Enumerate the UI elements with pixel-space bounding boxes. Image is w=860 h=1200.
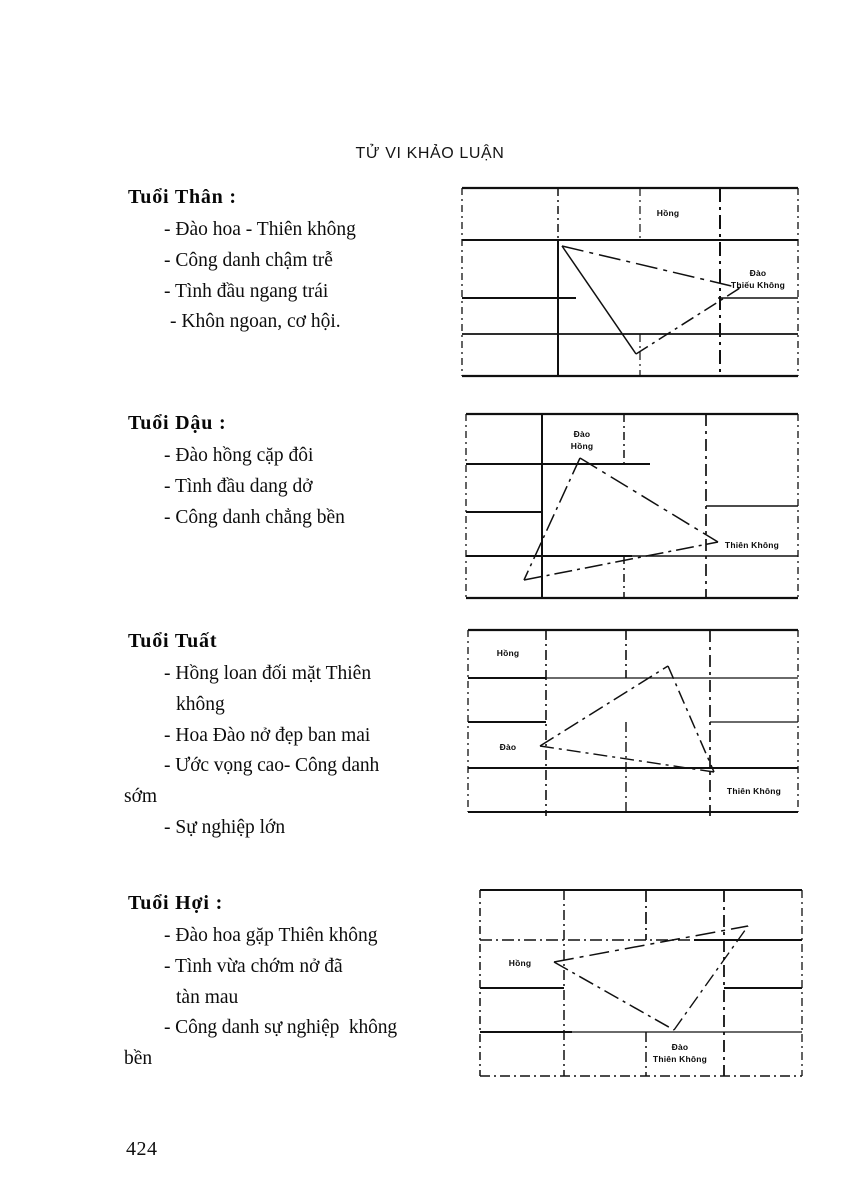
astrology-chart-tuat xyxy=(464,626,802,816)
list-item: - Tình đầu dang dở xyxy=(164,475,313,497)
list-item-continuation: không xyxy=(176,693,225,715)
section-heading-than: Tuổi Thân : xyxy=(128,186,237,208)
chart-dau-svg xyxy=(462,408,802,604)
section-hoi xyxy=(0,892,400,1075)
hong-label: Hồng xyxy=(508,958,532,968)
section-heading-tuat: Tuổi Tuất xyxy=(128,630,218,652)
list-item-continuation: sớm xyxy=(124,786,158,808)
list-item: - Ước vọng cao- Công danh xyxy=(164,755,380,777)
dao-thien-khong-label-line2: Thiên Không xyxy=(652,1054,708,1064)
chart-than-svg xyxy=(458,184,802,380)
dao-hong-label-line2: Hồng xyxy=(570,441,594,451)
dao-thien-khong-label-line1: Đào xyxy=(671,1042,689,1052)
section-than xyxy=(0,186,400,338)
astrology-chart-than xyxy=(458,184,802,380)
list-item: - Công danh chẳng bền xyxy=(164,506,345,528)
list-item-continuation: bền xyxy=(124,1048,153,1070)
thien-khong-label: Thiên Không xyxy=(726,786,782,796)
list-item: - Tình vừa chớm nở đã xyxy=(164,955,343,977)
list-item: - Công danh sự nghiệp không xyxy=(164,1017,398,1039)
running-head: TỬ VI KHẢO LUẬN xyxy=(355,145,505,162)
bullet-list-hoi xyxy=(0,921,400,1075)
section-tuat xyxy=(0,630,400,844)
section-heading-dau: Tuổi Dậu : xyxy=(128,412,227,434)
hong-label: Hồng xyxy=(496,648,520,658)
list-item: - Hồng loan đối mặt Thiên xyxy=(164,663,372,684)
chart-hoi-svg xyxy=(476,886,806,1080)
bullet-list-than xyxy=(0,215,400,338)
list-item: - Hoa Đào nở đẹp ban mai xyxy=(164,724,371,746)
list-item: - Công danh chậm trễ xyxy=(164,249,333,271)
dao-label: Đào xyxy=(499,742,517,752)
dao-hong-label-line1: Đào xyxy=(573,429,591,439)
bullet-list-dau xyxy=(0,441,400,533)
page-number: 424 xyxy=(126,1138,158,1160)
section-heading-hoi: Tuổi Hợi : xyxy=(128,892,224,914)
dao-thieu-khong-label-line1: Đào xyxy=(749,268,767,278)
thien-khong-label: Thiên Không xyxy=(724,540,780,550)
list-item-continuation: tàn mau xyxy=(176,986,239,1008)
section-dau xyxy=(0,412,400,533)
list-item: - Đào hoa - Thiên không xyxy=(164,219,356,240)
list-item: - Đào hồng cặp đôi xyxy=(164,445,314,466)
astrology-chart-dau xyxy=(462,408,802,604)
chart-tuat-svg xyxy=(464,626,802,816)
bullet-list-tuat xyxy=(0,659,400,844)
list-item: - Tình đầu ngang trái xyxy=(164,280,329,302)
list-item: - Đào hoa gặp Thiên không xyxy=(164,925,378,946)
hong-label: Hồng xyxy=(656,208,680,218)
astrology-chart-hoi xyxy=(476,886,806,1080)
dao-thieu-khong-label-line2: Thiếu Không xyxy=(730,280,786,290)
list-item: - Khôn ngoan, cơ hội. xyxy=(170,311,341,333)
list-item: - Sự nghiệp lớn xyxy=(164,816,286,838)
